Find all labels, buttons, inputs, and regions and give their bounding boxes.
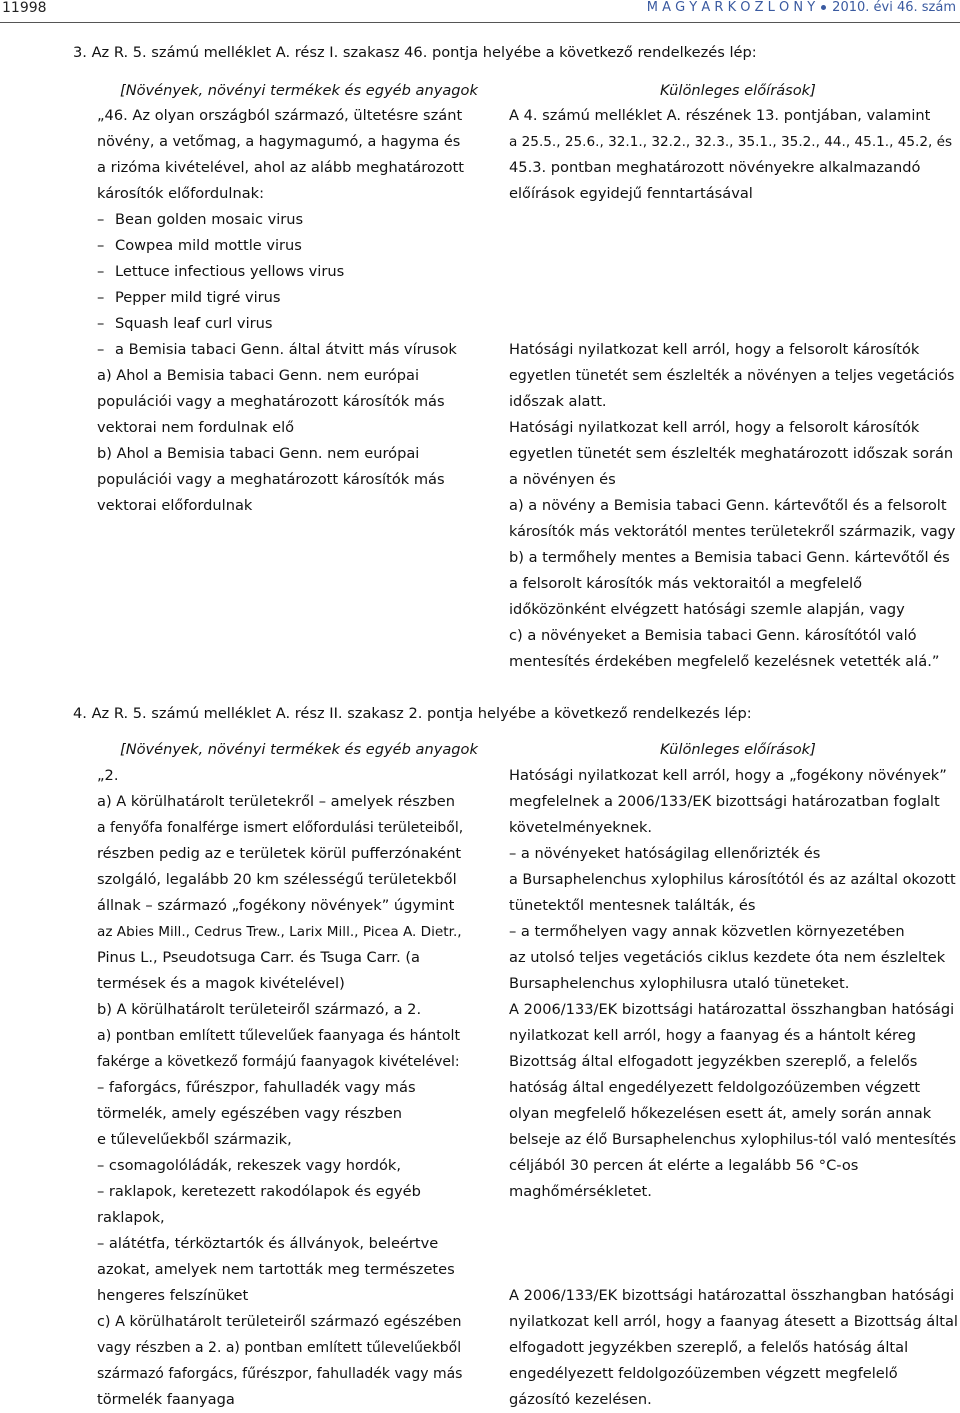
text-line: – alátétfa, térköztartók és állványok, beleértve (97, 1235, 439, 1252)
text-line: raklapok, (97, 1209, 165, 1226)
text-line: – a termőhelyen vagy annak közvetlen környezetében (509, 923, 905, 940)
page-number: 11998 (2, 0, 47, 16)
text-line: károsítók más vektorától mentes területekről származik, vagy (509, 524, 956, 540)
text-line: hengeres felszínüket (97, 1287, 249, 1304)
text-line: azokat, amelyek nem tartották meg természetes (97, 1261, 455, 1278)
text-line: c) a növényeket a Bemisia tabaci Genn. károsítótól való (509, 627, 917, 644)
text-line: állnak – származó „fogékony növények” úgymint (97, 897, 455, 914)
virus-list-item: – Cowpea mild mottle virus (97, 233, 464, 259)
text-line: növény, a vetőmag, a hagymagumó, a hagyma és (97, 134, 461, 150)
text-line: a) Ahol a Bemisia tabaci Genn. nem európai (97, 367, 420, 384)
text-line: 45.3. pontban meghatározott növényekre alkalmazandó (509, 159, 921, 176)
virus-list-item: – a Bemisia tabaci Genn. által átvitt más vírusok (97, 337, 464, 363)
virus-list-item: – Bean golden mosaic virus (97, 207, 464, 233)
journal-name: M A G Y A R K Ö Z L Ö N Y (646, 0, 816, 15)
text-line: az Abies Mill., Cedrus Trew., Larix Mill., Picea A. Dietr., (97, 924, 462, 940)
text-line: elfogadott jegyzékben szereplő, a felelős hatóság által (509, 1339, 909, 1356)
text-line: A 4. számú melléklet A. részének 13. pontjában, valamint (509, 107, 931, 124)
section-3-left-column-head: [Növények, növényi termékek és egyéb anyagok (120, 82, 478, 99)
section-3-heading: 3. Az R. 5. számú melléklet A. rész I. szakasz 46. pontja helyébe a következő rendelkezés lép: (73, 44, 757, 61)
text-line: Bizottság által elfogadott jegyzékben szereplő, a felelős (509, 1053, 918, 1070)
text-line: vagy részben a 2. a) pontban említett tűlevelűekből (97, 1340, 462, 1356)
section-4-right-column-block-1 (509, 763, 958, 1205)
text-line: Hatósági nyilatkozat kell arról, hogy a felsorolt károsítók (509, 341, 920, 358)
text-line: termések és a magok kivételével) (97, 975, 345, 992)
text-line: a felsorolt károsítók más vektoraitól a megfelelő (509, 575, 863, 592)
journal-title (647, 0, 956, 15)
text-line: vektorai nem fordulnak elő (97, 419, 295, 436)
text-line: A 2006/133/EK bizottsági határozattal összhangban hatósági (509, 1287, 955, 1304)
text-line: – raklapok, keretezett rakodólapok és egyéb (97, 1183, 421, 1200)
text-line: e tűlevelűekből származik, (97, 1131, 292, 1148)
text-line: az utolsó teljes vegetációs ciklus kezdete óta nem észleltek (509, 949, 946, 966)
section-4-left-column (97, 763, 464, 1413)
text-line: szolgáló, legalább 20 km szélességű területekből (97, 871, 457, 888)
text-line: céljából 30 percen át elérte a legalább 56 °C-os (509, 1157, 859, 1174)
text-line: fakérge a következő formájú faanyagok kivételével: (97, 1054, 460, 1070)
text-line: Hatósági nyilatkozat kell arról, hogy a felsorolt károsítók (509, 419, 920, 436)
text-line: tünetektől mentesnek találták, és (509, 897, 756, 914)
text-line: b) A körülhatárolt területeiről származó, a 2. (97, 1001, 422, 1018)
text-line: Hatósági nyilatkozat kell arról, hogy a „fogékony növények” (509, 767, 947, 784)
text-line: mentesítés érdekében megfelelő kezelésnek vetették alá.” (509, 653, 940, 670)
text-line: A 2006/133/EK bizottsági határozattal összhangban hatósági (509, 1001, 955, 1018)
text-line: maghőmérsékletet. (509, 1183, 652, 1200)
text-line: származó faforgács, fűrészpor, fahulladék vagy más (97, 1366, 463, 1382)
text-line: egyetlen tünetét sem észlelték meghatározott időszak során (509, 445, 954, 462)
section-3-right-column-block-2 (509, 337, 958, 675)
text-line: engedélyezett feldolgozóüzemben végzett megfelelő (509, 1365, 898, 1382)
text-line: a 25.5., 25.6., 32.1., 32.2., 32.3., 35.1., 35.2., 44., 45.1., 45.2, és (509, 134, 953, 150)
text-line: a fenyőfa fonalférge ismert előfordulási területeiből, (97, 820, 464, 836)
text-line: Pinus L., Pseudotsuga Carr. és Tsuga Carr. (a (97, 949, 420, 966)
text-line: törmelék faanyaga (97, 1391, 235, 1408)
section-3-right-column-block-1 (509, 103, 958, 207)
virus-list-item: – Squash leaf curl virus (97, 311, 464, 337)
page-header (0, 0, 960, 20)
text-line: részben pedig az e területek körül pufferzónaként (97, 845, 462, 862)
text-line: populációi vagy a meghatározott károsítók más (97, 393, 445, 410)
section-3-right-column-head: Különleges előírások] (660, 82, 816, 99)
section-4-right-column-head: Különleges előírások] (660, 741, 816, 758)
text-line: előírások egyidejű fenntartásával (509, 185, 753, 202)
virus-list-item: – Pepper mild tigré virus (97, 285, 464, 311)
text-line: c) A körülhatárolt területeiről származó egészében (97, 1314, 462, 1330)
text-line: gázosító kezelésen. (509, 1391, 652, 1408)
text-line: törmelék, amely egészében vagy részben (97, 1105, 402, 1122)
text-line: a Bursaphelenchus xylophilus károsítótól és az azáltal okozott (509, 872, 956, 888)
text-line: populációi vagy a meghatározott károsítók más (97, 471, 445, 488)
section-4-left-column-head: [Növények, növényi termékek és egyéb anyagok (120, 741, 478, 758)
header-rule (0, 22, 960, 23)
text-line: a) pontban említett tűlevelűek faanyaga és hántolt (97, 1028, 461, 1044)
text-line: olyan megfelelő hőkezelésen esett át, amely során annak (509, 1105, 932, 1122)
text-line: nyilatkozat kell arról, hogy a faanyag átesett a Bizottság által (509, 1313, 958, 1330)
text-line: – a növényeket hatóságilag ellenőrizték és (509, 845, 821, 862)
section-3-left-column (97, 103, 464, 519)
text-line: a rizóma kivételével, ahol az alább meghatározott (97, 159, 464, 176)
text-line: vektorai előfordulnak (97, 497, 253, 514)
text-line: károsítók előfordulnak: (97, 185, 265, 202)
text-line: „2. (97, 767, 119, 784)
text-line: „46. Az olyan országból származó, ültetésre szánt (97, 107, 463, 124)
text-line: a) A körülhatárolt területekről – amelyek részben (97, 793, 455, 810)
text-line: – faforgács, fűrészpor, fahulladék vagy más (97, 1079, 416, 1096)
section-4-heading: 4. Az R. 5. számú melléklet A. rész II. szakasz 2. pontja helyébe a következő rendelkezés lép: (73, 705, 752, 722)
text-line: b) a termőhely mentes a Bemisia tabaci Genn. kártevőtől és (509, 549, 950, 566)
text-line: nyilatkozat kell arról, hogy a faanyag és a hántolt kéreg (509, 1027, 916, 1044)
text-line: megfelelnek a 2006/133/EK bizottsági határozatban foglalt (509, 793, 940, 810)
text-line: Bursaphelenchus xylophilusra utaló tüneteket. (509, 975, 850, 992)
separator-dot-icon (821, 5, 826, 10)
text-line: – csomagolóládák, rekeszek vagy hordók, (97, 1157, 401, 1174)
virus-list-item: – Lettuce infectious yellows virus (97, 259, 464, 285)
text-line: a) a növény a Bemisia tabaci Genn. kártevőtől és a felsorolt (509, 497, 947, 514)
text-line: a növényen és (509, 471, 616, 488)
text-line: belseje az élő Bursaphelenchus xylophilus-tól való mentesítés (509, 1132, 957, 1148)
section-4-right-column-block-2 (509, 1283, 958, 1413)
issue-label: 2010. évi 46. szám (832, 0, 956, 15)
text-line: egyetlen tünetét sem észlelték a növényen a teljes vegetációs (509, 368, 955, 384)
text-line: időszak alatt. (509, 393, 607, 410)
text-line: követelményeknek. (509, 819, 653, 836)
text-line: időközönként elvégzett hatósági szemle alapján, vagy (509, 601, 905, 618)
text-line: b) Ahol a Bemisia tabaci Genn. nem európai (97, 445, 420, 462)
text-line: hatóság által engedélyezett feldolgozóüzemben végzett (509, 1079, 921, 1096)
